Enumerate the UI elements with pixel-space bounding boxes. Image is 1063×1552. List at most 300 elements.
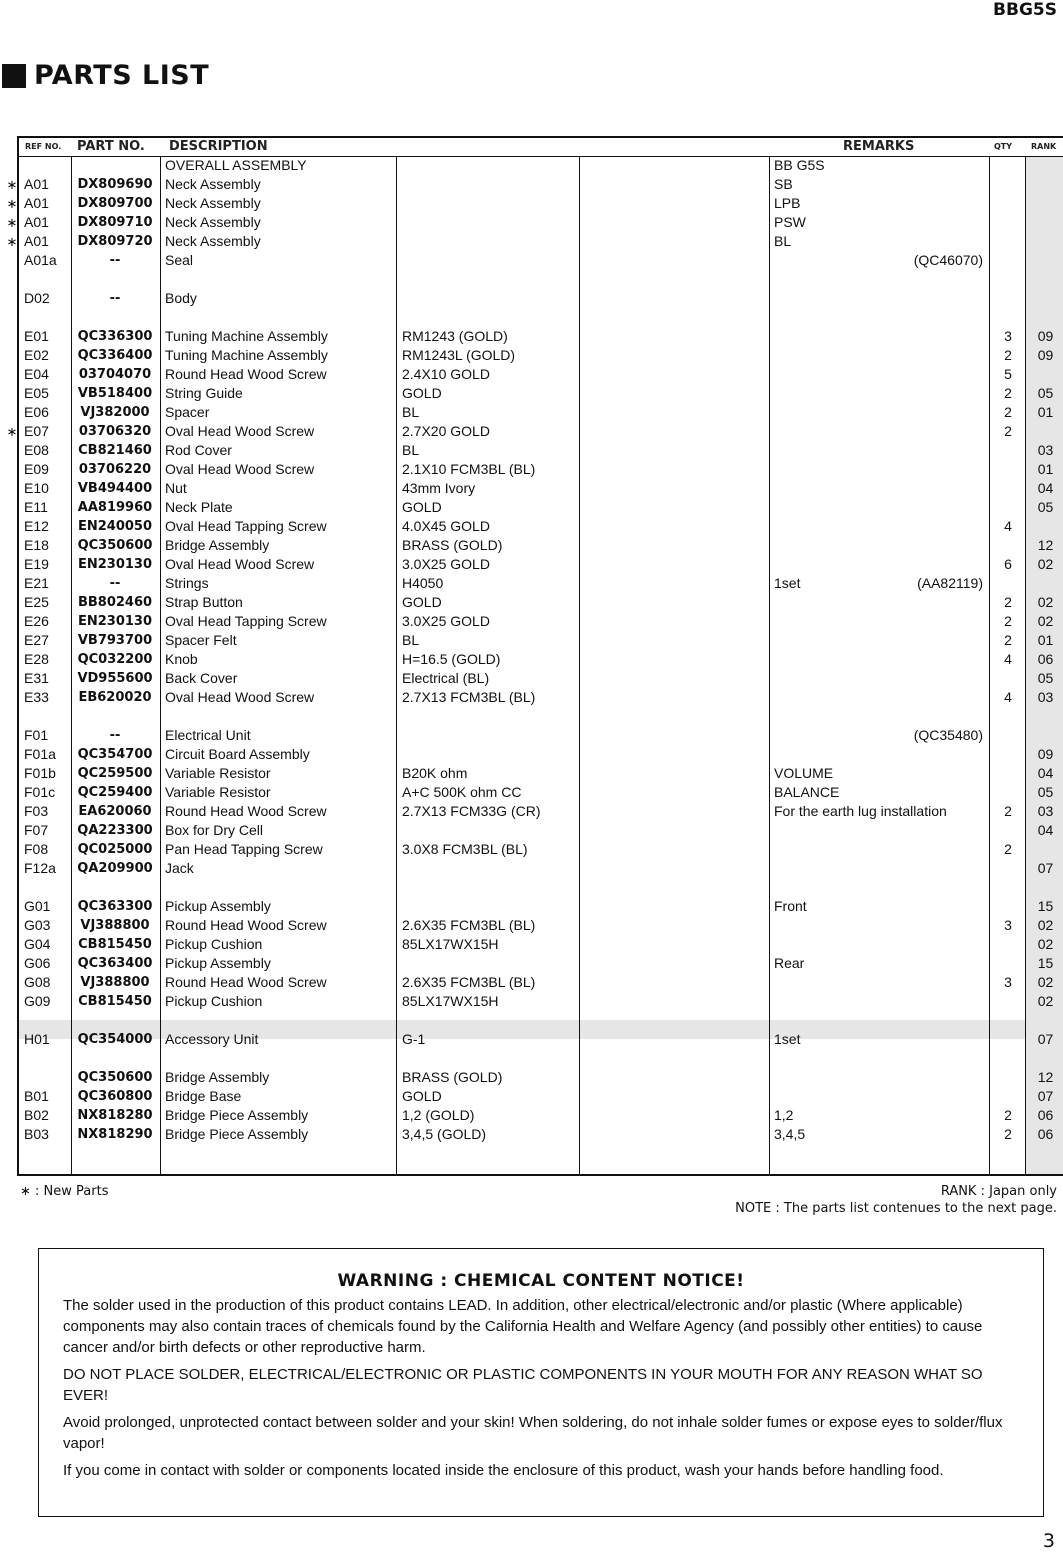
- description-cell: Neck Assembly: [165, 233, 261, 249]
- table-row: [6, 213, 1063, 232]
- rank-cell: 02: [1037, 993, 1054, 1009]
- ref-no-cell: E27: [24, 632, 49, 648]
- description-cell: Neck Assembly: [165, 195, 261, 211]
- table-row: [19, 327, 1063, 346]
- rank-cell: 01: [1037, 461, 1054, 477]
- description-cell: Bridge Assembly: [165, 537, 270, 553]
- qty-cell: 2: [1004, 803, 1012, 819]
- spec-cell: 3,4,5 (GOLD): [402, 1126, 487, 1142]
- table-row: [19, 650, 1063, 669]
- ref-no-cell: G04: [24, 936, 51, 952]
- table-row: [19, 384, 1063, 403]
- table-row: [19, 1011, 1063, 1030]
- rank-cell: 15: [1037, 955, 1054, 971]
- table-row: [19, 536, 1063, 555]
- spec-cell: 85LX17WX15H: [402, 993, 499, 1009]
- part-no-cell: CB821460: [78, 443, 152, 458]
- rank-note: RANK : Japan only: [940, 1184, 1057, 1199]
- qty-cell: 2: [1004, 1107, 1012, 1123]
- spec-cell: GOLD: [402, 594, 442, 610]
- table-row: [19, 783, 1063, 802]
- table-row: [19, 764, 1063, 783]
- model-name: BBG5S: [993, 0, 1057, 20]
- spec-cell: B20K ohm: [402, 765, 468, 781]
- table-body: [6, 156, 1063, 1144]
- table-row: [19, 441, 1063, 460]
- qty-cell: 2: [1004, 404, 1012, 420]
- table-row: [19, 460, 1063, 479]
- header-ref-no: REF NO.: [25, 142, 62, 151]
- spec-cell: 2.7X13 FCM33G (CR): [402, 803, 541, 819]
- part-no-cell: QC363400: [77, 956, 153, 971]
- ref-no-cell: E18: [24, 537, 49, 553]
- table-row: [19, 916, 1063, 935]
- spec-cell: 43mm Ivory: [402, 480, 476, 496]
- ref-no-cell: B03: [24, 1126, 49, 1142]
- new-part-marker: ∗: [6, 234, 18, 249]
- ref-no-cell: F01b: [24, 765, 56, 781]
- table-row: [19, 821, 1063, 840]
- part-no-cell: QC032200: [77, 652, 153, 667]
- spec-cell: 85LX17WX15H: [402, 936, 499, 952]
- qty-cell: 3: [1004, 328, 1012, 344]
- rank-cell: 02: [1037, 594, 1054, 610]
- table-row: [19, 1087, 1063, 1106]
- rank-cell: 01: [1037, 632, 1054, 648]
- qty-cell: 5: [1004, 366, 1012, 382]
- rank-cell: 07: [1037, 1088, 1054, 1104]
- description-cell: Bridge Piece Assembly: [165, 1107, 309, 1123]
- description-cell: Electrical Unit: [165, 727, 251, 743]
- rank-cell: 15: [1037, 898, 1054, 914]
- rank-cell: 06: [1037, 1107, 1054, 1123]
- description-cell: Pickup Cushion: [165, 993, 263, 1009]
- qty-cell: 3: [1004, 917, 1012, 933]
- table-row: [19, 859, 1063, 878]
- rank-cell: 09: [1037, 328, 1054, 344]
- table-row: [19, 992, 1063, 1011]
- part-no-cell: AA819960: [77, 500, 153, 515]
- part-no-cell: NX818280: [77, 1108, 153, 1123]
- page-number: 3: [1042, 1530, 1055, 1552]
- ref-no-cell: E04: [24, 366, 49, 382]
- warning-paragraph: The solder used in the production of this product contains LEAD. In addition, other electrical/electronic and/or plastic (Where applicable) components may also contain traces of chemicals found by the California Health and Welfare Agency (and possibly other entities) to cause cancer and/or birth defects or other reproductive harm.: [63, 1297, 983, 1356]
- header-qty: QTY: [994, 142, 1013, 151]
- rank-cell: 02: [1037, 917, 1054, 933]
- table-row: [19, 270, 1063, 289]
- table-row: [19, 878, 1063, 897]
- description-cell: Oval Head Wood Screw: [165, 423, 315, 439]
- part-no-cell: QC336400: [77, 348, 153, 363]
- new-parts-legend: ∗ : New Parts: [20, 1184, 109, 1199]
- rank-cell: 04: [1037, 822, 1054, 838]
- warning-box: [38, 1248, 1044, 1517]
- rank-cell: 07: [1037, 1031, 1054, 1047]
- table-row: [19, 365, 1063, 384]
- ref-no-cell: A01: [24, 233, 49, 249]
- description-cell: Round Head Wood Screw: [165, 366, 327, 382]
- rank-cell: 05: [1037, 670, 1054, 686]
- qty-cell: 2: [1004, 841, 1012, 857]
- ref-no-cell: E08: [24, 442, 49, 458]
- remarks-cell: Rear: [774, 955, 805, 971]
- new-part-marker: ∗: [6, 424, 18, 439]
- ref-no-cell: F12a: [24, 860, 56, 876]
- table-row: [19, 669, 1063, 688]
- description-cell: Variable Resistor: [165, 765, 271, 781]
- rank-cell: 06: [1037, 1126, 1054, 1142]
- page-title: PARTS LIST: [34, 60, 210, 91]
- spec-cell: BL: [402, 404, 420, 420]
- ref-no-cell: H01: [24, 1031, 50, 1047]
- remarks-cell: SB: [774, 176, 793, 192]
- remarks-cell: LPB: [774, 195, 801, 211]
- description-cell: Spacer: [165, 404, 210, 420]
- remarks-cell: For the earth lug installation: [774, 803, 947, 819]
- table-row: [19, 954, 1063, 973]
- table-row: [19, 289, 1063, 308]
- rank-cell: 05: [1037, 784, 1054, 800]
- description-cell: Circuit Board Assembly: [165, 746, 310, 762]
- spec-cell: 2.1X10 FCM3BL (BL): [402, 461, 536, 477]
- description-cell: Pan Head Tapping Screw: [165, 841, 323, 857]
- table-row: [19, 688, 1063, 707]
- warning-title: WARNING : CHEMICAL CONTENT NOTICE!: [337, 1271, 745, 1291]
- ref-no-cell: G03: [24, 917, 51, 933]
- part-no-cell: DX809720: [77, 234, 153, 249]
- ref-no-cell: D02: [24, 290, 50, 306]
- description-cell: Box for Dry Cell: [165, 822, 264, 838]
- spec-cell: BRASS (GOLD): [402, 1069, 503, 1085]
- description-cell: Jack: [165, 860, 194, 876]
- ref-no-cell: G08: [24, 974, 51, 990]
- rank-cell: 02: [1037, 613, 1054, 629]
- description-cell: Tuning Machine Assembly: [165, 347, 328, 363]
- description-cell: Bridge Base: [165, 1088, 242, 1104]
- table-row: [19, 1030, 1063, 1049]
- spec-cell: 2.6X35 FCM3BL (BL): [402, 917, 536, 933]
- part-no-cell: --: [109, 291, 121, 306]
- remarks-ref-cell: (AA82119): [917, 575, 983, 591]
- rank-cell: 05: [1037, 499, 1054, 515]
- header-part-no: PART NO.: [77, 139, 145, 154]
- part-no-cell: CB815450: [78, 994, 152, 1009]
- ref-no-cell: E11: [24, 499, 48, 515]
- spec-cell: RM1243L (GOLD): [402, 347, 516, 363]
- description-cell: Strap Button: [165, 594, 243, 610]
- rank-cell: 05: [1037, 385, 1054, 401]
- description-cell: Oval Head Wood Screw: [165, 461, 315, 477]
- part-no-cell: DX809710: [77, 215, 153, 230]
- rank-cell: 03: [1037, 689, 1054, 705]
- ref-no-cell: E33: [24, 689, 49, 705]
- header-rank: RANK: [1031, 142, 1057, 151]
- part-no-cell: VB793700: [77, 633, 153, 648]
- part-no-cell: QC363300: [77, 899, 153, 914]
- rank-cell: 12: [1037, 1069, 1054, 1085]
- description-cell: Round Head Wood Screw: [165, 803, 327, 819]
- remarks-ref-cell: (QC46070): [913, 252, 983, 268]
- part-no-cell: QC025000: [77, 842, 153, 857]
- description-cell: Tuning Machine Assembly: [165, 328, 328, 344]
- table-row: [19, 574, 1063, 593]
- description-cell: Seal: [165, 252, 194, 268]
- qty-cell: 4: [1004, 651, 1012, 667]
- part-no-cell: 03704070: [78, 367, 152, 382]
- part-no-cell: QA223300: [77, 823, 153, 838]
- part-no-cell: VJ382000: [80, 405, 150, 420]
- ref-no-cell: B01: [24, 1088, 49, 1104]
- table-row: [6, 232, 1063, 251]
- ref-no-cell: E21: [24, 575, 49, 591]
- description-cell: Oval Head Tapping Screw: [165, 518, 327, 534]
- spec-cell: 2.7X20 GOLD: [402, 423, 490, 439]
- part-no-cell: 03706220: [78, 462, 152, 477]
- spec-cell: G-1: [402, 1031, 426, 1047]
- table-row: [19, 403, 1063, 422]
- qty-cell: 4: [1004, 689, 1012, 705]
- table-row: [19, 593, 1063, 612]
- description-cell: Body: [165, 290, 197, 306]
- part-no-cell: --: [109, 253, 121, 268]
- table-row: [19, 840, 1063, 859]
- rank-cell: 04: [1037, 765, 1054, 781]
- spec-cell: GOLD: [402, 1088, 442, 1104]
- spec-cell: BL: [402, 632, 420, 648]
- description-cell: Bridge Assembly: [165, 1069, 270, 1085]
- ref-no-cell: E09: [24, 461, 49, 477]
- qty-cell: 2: [1004, 347, 1012, 363]
- rank-cell: 03: [1037, 803, 1054, 819]
- rank-cell: 09: [1037, 746, 1054, 762]
- ref-no-cell: E26: [24, 613, 49, 629]
- ref-no-cell: G01: [24, 898, 51, 914]
- warning-paragraph: DO NOT PLACE SOLDER, ELECTRICAL/ELECTRONIC OR PLASTIC COMPONENTS IN YOUR MOUTH FOR ANY REASON WHAT SO EVER!: [63, 1366, 983, 1404]
- description-cell: Pickup Assembly: [165, 898, 271, 914]
- description-cell: Knob: [165, 651, 198, 667]
- description-cell: Round Head Wood Screw: [165, 974, 327, 990]
- ref-no-cell: E07: [24, 423, 49, 439]
- spec-cell: 1,2 (GOLD): [402, 1107, 475, 1123]
- rank-cell: 06: [1037, 651, 1054, 667]
- part-no-cell: VB494400: [77, 481, 153, 496]
- rank-cell: 03: [1037, 442, 1054, 458]
- header-remarks: REMARKS: [843, 139, 915, 154]
- remarks-ref-cell: (QC35480): [913, 727, 983, 743]
- description-cell: Neck Assembly: [165, 214, 261, 230]
- description-cell: Neck Plate: [165, 499, 233, 515]
- table-row: [19, 802, 1063, 821]
- spec-cell: GOLD: [402, 499, 442, 515]
- ref-no-cell: A01: [24, 176, 49, 192]
- part-no-cell: EA620060: [78, 804, 152, 819]
- part-no-cell: CB815450: [78, 937, 152, 952]
- rank-cell: 04: [1037, 480, 1054, 496]
- ref-no-cell: E10: [24, 480, 49, 496]
- description-cell: OVERALL ASSEMBLY: [165, 157, 307, 173]
- description-cell: Strings: [165, 575, 209, 591]
- table-row: [19, 498, 1063, 517]
- rank-cell: 02: [1037, 936, 1054, 952]
- warning-paragraph: Avoid prolonged, unprotected contact between solder and your skin! When soldering, do not inhale solder fumes or expose eyes to solder/flux vapor!: [63, 1414, 1003, 1452]
- part-no-cell: QC350600: [77, 538, 153, 553]
- remarks-cell: 1,2: [774, 1107, 794, 1123]
- part-no-cell: QC354700: [77, 747, 153, 762]
- remarks-cell: PSW: [774, 214, 806, 230]
- description-cell: Round Head Wood Screw: [165, 917, 327, 933]
- spec-cell: H=16.5 (GOLD): [402, 651, 501, 667]
- part-no-cell: DX809700: [77, 196, 153, 211]
- ref-no-cell: E25: [24, 594, 49, 610]
- ref-no-cell: A01a: [24, 252, 57, 268]
- remarks-cell: BL: [774, 233, 792, 249]
- ref-no-cell: E28: [24, 651, 49, 667]
- ref-no-cell: G09: [24, 993, 51, 1009]
- description-cell: Rod Cover: [165, 442, 232, 458]
- rank-cell: 02: [1037, 974, 1054, 990]
- part-no-cell: EN230130: [77, 614, 153, 629]
- part-no-cell: DX809690: [77, 177, 153, 192]
- part-no-cell: QC360800: [77, 1089, 153, 1104]
- spec-cell: H4050: [402, 575, 444, 591]
- spec-cell: 3.0X25 GOLD: [402, 556, 490, 572]
- description-cell: Back Cover: [165, 670, 238, 686]
- ref-no-cell: F08: [24, 841, 49, 857]
- ref-no-cell: A01: [24, 195, 49, 211]
- rank-cell: 09: [1037, 347, 1054, 363]
- qty-cell: 2: [1004, 594, 1012, 610]
- spec-cell: 3.0X8 FCM3BL (BL): [402, 841, 528, 857]
- qty-cell: 2: [1004, 1126, 1012, 1142]
- warning-paragraph: If you come in contact with solder or components located inside the enclosure of this product, wash your hands before handling food.: [63, 1462, 944, 1479]
- description-cell: Oval Head Tapping Screw: [165, 613, 327, 629]
- qty-cell: 2: [1004, 613, 1012, 629]
- table-row: [19, 479, 1063, 498]
- spec-cell: A+C 500K ohm CC: [402, 784, 522, 800]
- spec-cell: RM1243 (GOLD): [402, 328, 508, 344]
- new-part-marker: ∗: [6, 215, 18, 230]
- part-no-cell: EN240050: [77, 519, 153, 534]
- part-no-cell: QC259500: [77, 766, 153, 781]
- remarks-cell: Front: [774, 898, 807, 914]
- table-row: [6, 194, 1063, 213]
- ref-no-cell: E31: [24, 670, 49, 686]
- ref-no-cell: E19: [24, 556, 49, 572]
- ref-no-cell: F01a: [24, 746, 56, 762]
- ref-no-cell: E01: [24, 328, 49, 344]
- table-row: [19, 1068, 1063, 1087]
- description-cell: Oval Head Wood Screw: [165, 689, 315, 705]
- table-row: [6, 175, 1063, 194]
- part-no-cell: VD955600: [77, 671, 153, 686]
- part-no-cell: NX818290: [77, 1127, 153, 1142]
- table-row: [19, 555, 1063, 574]
- spec-cell: Electrical (BL): [402, 670, 490, 686]
- part-no-cell: QA209900: [77, 861, 153, 876]
- spec-cell: 4.0X45 GOLD: [402, 518, 490, 534]
- spec-cell: GOLD: [402, 385, 442, 401]
- remarks-cell: 1set: [774, 1031, 801, 1047]
- part-no-cell: VJ388800: [80, 918, 150, 933]
- ref-no-cell: F01c: [24, 784, 56, 800]
- part-no-cell: --: [109, 576, 121, 591]
- part-no-cell: QC336300: [77, 329, 153, 344]
- table-row: [19, 346, 1063, 365]
- table-row: [19, 251, 1063, 270]
- ref-no-cell: G06: [24, 955, 51, 971]
- description-cell: Nut: [165, 480, 187, 496]
- table-row: [6, 422, 1063, 441]
- part-no-cell: QC354000: [77, 1032, 153, 1047]
- spec-cell: BRASS (GOLD): [402, 537, 503, 553]
- spec-cell: 3.0X25 GOLD: [402, 613, 490, 629]
- qty-cell: 2: [1004, 632, 1012, 648]
- new-part-marker: ∗: [6, 177, 18, 192]
- ref-no-cell: E12: [24, 518, 49, 534]
- rank-cell: 02: [1037, 556, 1054, 572]
- table-row: [19, 726, 1063, 745]
- spec-cell: 2.4X10 GOLD: [402, 366, 490, 382]
- table-row: [19, 308, 1063, 327]
- description-cell: Oval Head Wood Screw: [165, 556, 315, 572]
- description-cell: Spacer Felt: [165, 632, 237, 648]
- table-header: [19, 138, 1063, 157]
- ref-no-cell: B02: [24, 1107, 49, 1123]
- table-row: [19, 707, 1063, 726]
- remarks-cell: BB G5S: [774, 157, 825, 173]
- qty-cell: 2: [1004, 385, 1012, 401]
- remarks-cell: BALANCE: [774, 784, 840, 800]
- table-row: [19, 745, 1063, 764]
- description-cell: Neck Assembly: [165, 176, 261, 192]
- qty-cell: 2: [1004, 423, 1012, 439]
- table-row: [19, 1106, 1063, 1125]
- rank-cell: 12: [1037, 537, 1054, 553]
- part-no-cell: --: [109, 728, 121, 743]
- section-heading: [2, 60, 209, 91]
- ref-no-cell: A01: [24, 214, 49, 230]
- remarks-cell: 3,4,5: [774, 1126, 806, 1142]
- table-row: [19, 1049, 1063, 1068]
- new-part-marker: ∗: [6, 196, 18, 211]
- rank-cell: 07: [1037, 860, 1054, 876]
- table-row: [19, 156, 1063, 175]
- qty-cell: 6: [1004, 556, 1012, 572]
- ref-no-cell: F01: [24, 727, 49, 743]
- part-no-cell: BB802460: [77, 595, 153, 610]
- parts-table: [6, 136, 1063, 1176]
- remarks-cell: 1set: [774, 575, 801, 591]
- table-row: [19, 935, 1063, 954]
- part-no-cell: EN230130: [77, 557, 153, 572]
- description-cell: Bridge Piece Assembly: [165, 1126, 309, 1142]
- table-row: [19, 973, 1063, 992]
- spec-cell: BL: [402, 442, 420, 458]
- ref-no-cell: F03: [24, 803, 49, 819]
- continuation-note: NOTE : The parts list contenues to the next page.: [735, 1201, 1057, 1216]
- part-no-cell: 03706320: [78, 424, 152, 439]
- ref-no-cell: F07: [24, 822, 49, 838]
- table-row: [19, 612, 1063, 631]
- qty-cell: 3: [1004, 974, 1012, 990]
- table-row: [19, 517, 1063, 536]
- ref-no-cell: E02: [24, 347, 49, 363]
- table-row: [19, 1125, 1063, 1144]
- part-no-cell: VJ388800: [80, 975, 150, 990]
- part-no-cell: EB620020: [78, 690, 152, 705]
- header-description: DESCRIPTION: [169, 139, 268, 154]
- spec-cell: 2.6X35 FCM3BL (BL): [402, 974, 536, 990]
